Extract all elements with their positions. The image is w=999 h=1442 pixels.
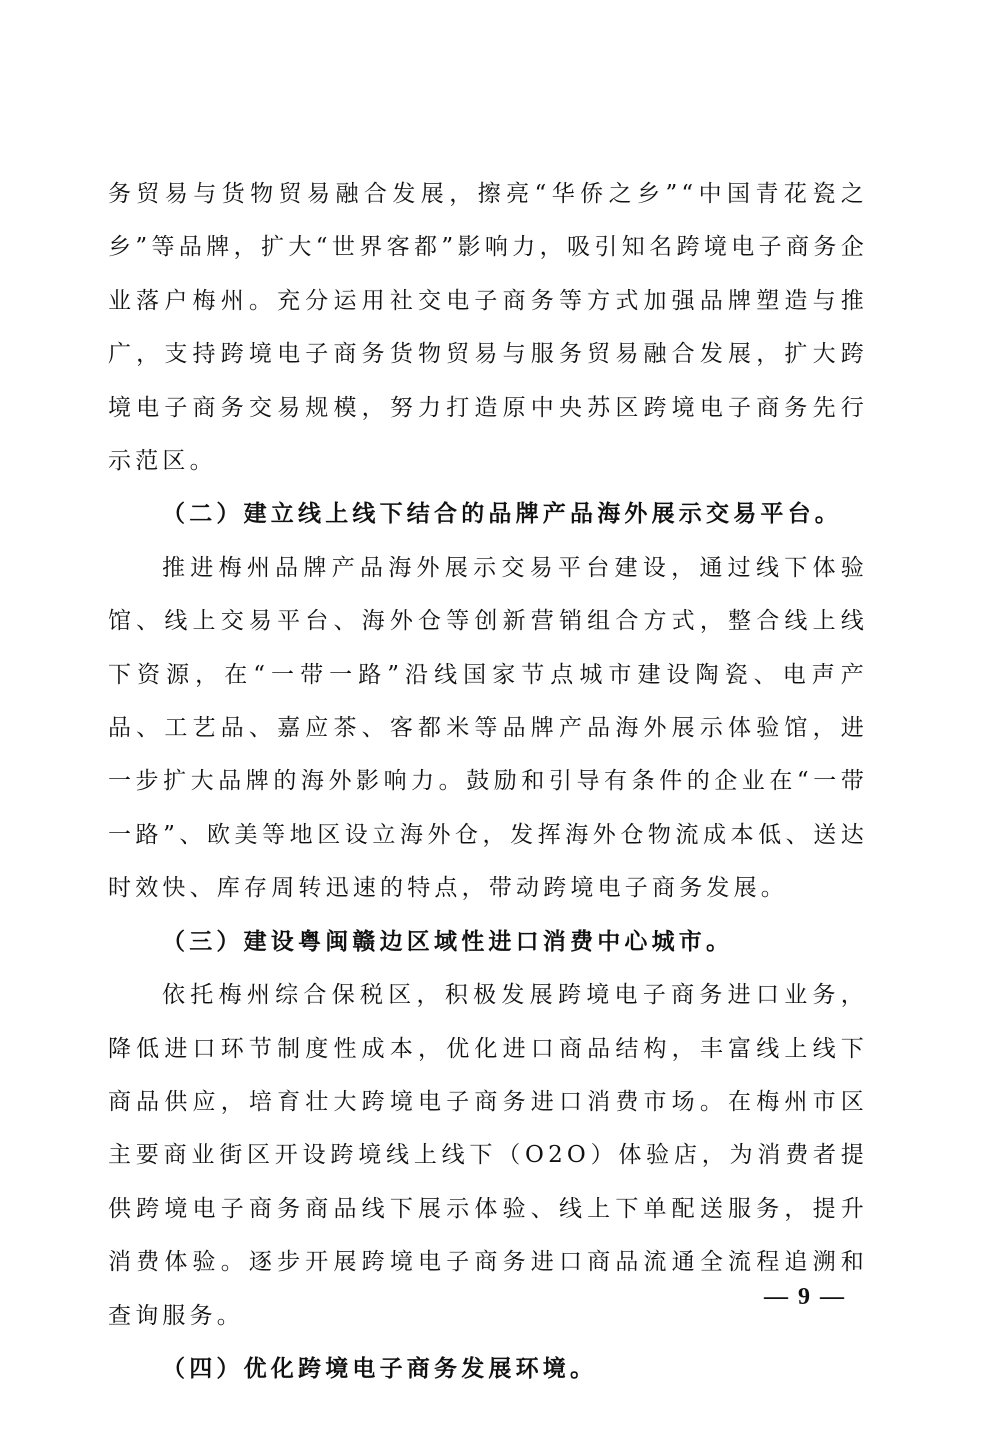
paragraph-continuation: 务贸易与货物贸易融合发展，擦亮“华侨之乡”“中国青花瓷之乡”等品牌，扩大“世界客都”影响力，吸引知名跨境电子商务企业落户梅州。充分运用社交电子商务等方式加强品牌塑造与推广，支持跨境电子商务货物贸易与服务贸易融合发展，扩大跨境电子商务交易规模，努力打造原中央苏区跨境电子商务先行示范区。 — [108, 181, 868, 475]
document-body — [108, 168, 868, 1396]
paragraph-overseas-platform: 推进梅州品牌产品海外展示交易平台建设，通过线下体验馆、线上交易平台、海外仓等创新营销组合方式，整合线上线下资源，在“一带一路”沿线国家节点城市建设陶瓷、电声产品、工艺品、嘉应茶、客都米等品牌产品海外展示体验馆，进一步扩大品牌的海外影响力。鼓励和引导有条件的企业在“一带一路”、欧美等地区设立海外仓，发挥海外仓物流成本低、送达时效快、库存周转迅速的特点，带动跨境电子商务发展。 — [108, 554, 868, 902]
section-heading-4: （四）优化跨境电子商务发展环境。 — [162, 1355, 598, 1382]
section-heading-3: （三）建设粤闽赣边区域性进口消费中心城市。 — [162, 928, 734, 955]
page-number: — 9 — — [764, 1284, 846, 1310]
section-heading-2: （二）建立线上线下结合的品牌产品海外展示交易平台。 — [162, 501, 842, 528]
paragraph-import-consumption: 依托梅州综合保税区，积极发展跨境电子商务进口业务，降低进口环节制度性成本，优化进口商品结构，丰富线上线下商品供应，培育壮大跨境电子商务进口消费市场。在梅州市区主要商业街区开设跨境线上线下（O2O）体验店，为消费者提供跨境电子商务商品线下展示体验、线上下单配送服务，提升消费体验。逐步开展跨境电子商务进口商品流通全流程追溯和查询服务。 — [108, 982, 868, 1329]
